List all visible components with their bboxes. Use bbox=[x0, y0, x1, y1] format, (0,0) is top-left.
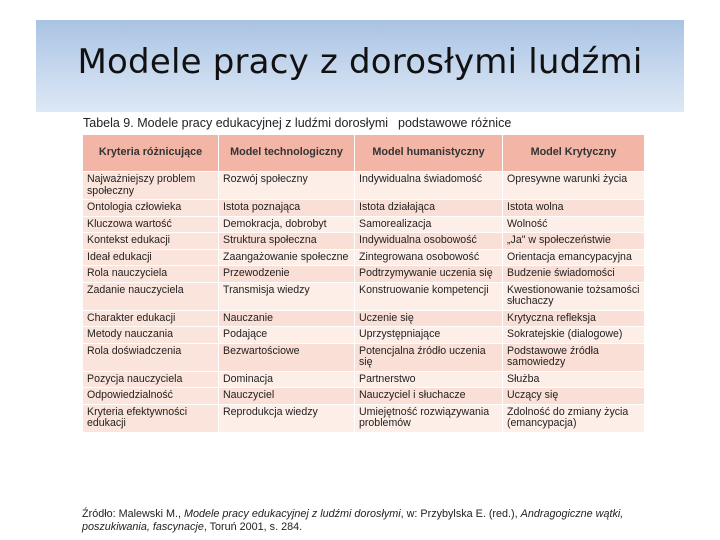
table-cell: Służba bbox=[503, 371, 645, 388]
source-book: Andragogiczne wątki, poszukiwania, fascynacje bbox=[82, 508, 624, 533]
criteria-cell: Kontekst edukacji bbox=[83, 233, 219, 250]
table-row bbox=[83, 172, 645, 200]
source-note bbox=[82, 508, 652, 534]
table-cell: Przewodzenie bbox=[219, 266, 355, 283]
table-cell: Opresywne warunki życia bbox=[503, 172, 645, 200]
table-caption-right: podstawowe różnice bbox=[398, 116, 512, 130]
header-critical-model: Model Krytyczny bbox=[503, 135, 645, 172]
table-cell: Podstawowe źródła samowiedzy bbox=[503, 343, 645, 371]
table-cell: Umiejętność rozwiązywania problemów bbox=[355, 404, 503, 432]
table-cell: Nauczyciel bbox=[219, 388, 355, 405]
header-humanistic-model: Model humanistyczny bbox=[355, 135, 503, 172]
criteria-cell: Rola nauczyciela bbox=[83, 266, 219, 283]
table-cell: Bezwartościowe bbox=[219, 343, 355, 371]
table-cell: Wolność bbox=[503, 216, 645, 233]
table-row bbox=[83, 310, 645, 327]
header-technological-model: Model technologiczny bbox=[219, 135, 355, 172]
table-cell: Dominacja bbox=[219, 371, 355, 388]
table-row bbox=[83, 216, 645, 233]
table-row bbox=[83, 233, 645, 250]
table-row bbox=[83, 249, 645, 266]
table-cell: Kwestionowanie tożsamości słuchaczy bbox=[503, 282, 645, 310]
table-cell: Uczenie się bbox=[355, 310, 503, 327]
slide-title: Modele pracy z dorosłymi ludźmi bbox=[77, 42, 643, 82]
table-row bbox=[83, 404, 645, 432]
table-cell: Struktura społeczna bbox=[219, 233, 355, 250]
table-cell: Nauczyciel i słuchacze bbox=[355, 388, 503, 405]
table-row bbox=[83, 343, 645, 371]
criteria-cell: Ontologia człowieka bbox=[83, 200, 219, 217]
table-cell: Samorealizacja bbox=[355, 216, 503, 233]
table-cell: Partnerstwo bbox=[355, 371, 503, 388]
table-row bbox=[83, 266, 645, 283]
table-cell: Podtrzymywanie uczenia się bbox=[355, 266, 503, 283]
table-cell: Rozwój społeczny bbox=[219, 172, 355, 200]
table-cell: Budzenie świadomości bbox=[503, 266, 645, 283]
models-table bbox=[82, 134, 645, 433]
table-cell: Uczący się bbox=[503, 388, 645, 405]
table-cell: Indywidualna osobowość bbox=[355, 233, 503, 250]
source-title: Modele pracy edukacyjnej z ludźmi dorosłymi bbox=[184, 508, 401, 520]
table-cell: Istota wolna bbox=[503, 200, 645, 217]
table-row bbox=[83, 282, 645, 310]
criteria-cell: Odpowiedzialność bbox=[83, 388, 219, 405]
table-cell: Sokratejskie (dialogowe) bbox=[503, 327, 645, 344]
table-row bbox=[83, 388, 645, 405]
table-cell: Krytyczna refleksja bbox=[503, 310, 645, 327]
table-row bbox=[83, 200, 645, 217]
table-cell: Uprzystępniające bbox=[355, 327, 503, 344]
table-cell: Reprodukcja wiedzy bbox=[219, 404, 355, 432]
source-suffix: , Toruń 2001, s. 284. bbox=[203, 521, 303, 533]
table-header-row bbox=[83, 135, 645, 172]
table-cell: Orientacja emancypacyjna bbox=[503, 249, 645, 266]
criteria-cell: Charakter edukacji bbox=[83, 310, 219, 327]
table-cell: Potencjalna źródło uczenia się bbox=[355, 343, 503, 371]
table-row bbox=[83, 371, 645, 388]
criteria-cell: Kryteria efektywności edukacji bbox=[83, 404, 219, 432]
header-criteria: Kryteria różnicujące bbox=[83, 135, 219, 172]
criteria-cell: Pozycja nauczyciela bbox=[83, 371, 219, 388]
table-row bbox=[83, 327, 645, 344]
table-cell: Transmisja wiedzy bbox=[219, 282, 355, 310]
table-cell: „Ja" w społeczeństwie bbox=[503, 233, 645, 250]
table-cell: Demokracja, dobrobyt bbox=[219, 216, 355, 233]
table-cell: Konstruowanie kompetencji bbox=[355, 282, 503, 310]
table-caption bbox=[83, 116, 511, 130]
table-body bbox=[83, 172, 645, 433]
table-cell: Istota poznająca bbox=[219, 200, 355, 217]
criteria-cell: Ideał edukacji bbox=[83, 249, 219, 266]
source-prefix: Źródło: Malewski M., bbox=[82, 508, 181, 520]
table-cell: Istota działająca bbox=[355, 200, 503, 217]
criteria-cell: Kluczowa wartość bbox=[83, 216, 219, 233]
table-cell: Podające bbox=[219, 327, 355, 344]
source-middle: , w: Przybylska E. (red.), bbox=[400, 508, 518, 520]
table-caption-left: Tabela 9. Modele pracy edukacyjnej z ludźmi dorosłymi bbox=[83, 116, 389, 130]
criteria-cell: Zadanie nauczyciela bbox=[83, 282, 219, 310]
criteria-cell: Metody nauczania bbox=[83, 327, 219, 344]
criteria-cell: Rola doświadczenia bbox=[83, 343, 219, 371]
table-cell: Zaangażowanie społeczne bbox=[219, 249, 355, 266]
criteria-cell: Najważniejszy problem społeczny bbox=[83, 172, 219, 200]
table-cell: Zintegrowana osobowość bbox=[355, 249, 503, 266]
table-cell: Nauczanie bbox=[219, 310, 355, 327]
table-cell: Zdolność do zmiany życia (emancypacja) bbox=[503, 404, 645, 432]
table-cell: Indywidualna świadomość bbox=[355, 172, 503, 200]
